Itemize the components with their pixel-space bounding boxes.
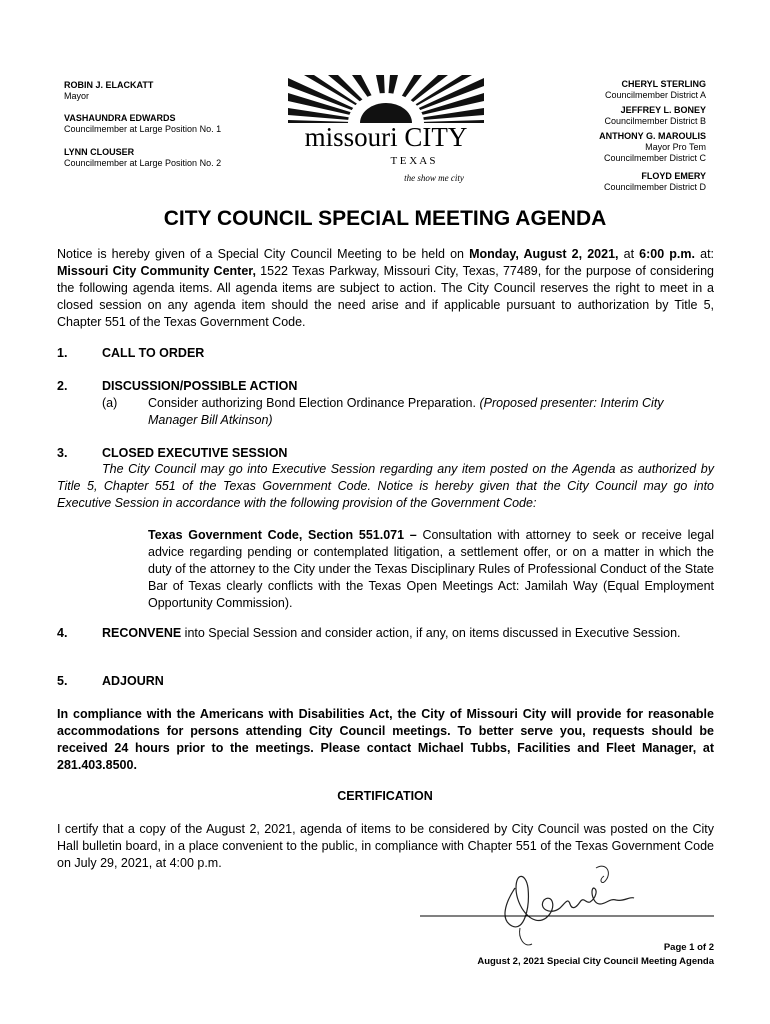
sub-item-text: Consider authorizing Bond Election Ordinance Preparation. (Proposed presenter: Interim City Manager Bill Atkinson) (148, 396, 664, 427)
item-heading: ADJOURN (102, 674, 164, 688)
member-role: Councilmember District B (604, 116, 706, 126)
mayor-block (64, 80, 284, 102)
member-name: FLOYD EMERY (641, 171, 706, 181)
footer-title: August 2, 2021 Special City Council Meeting Agenda (477, 956, 714, 967)
member-role: Councilmember at Large Position No. 1 (64, 124, 222, 134)
member-role: Councilmember District C (603, 153, 706, 163)
member-role: Councilmember District A (604, 90, 706, 100)
member-name: ANTHONY G. MAROULIS (599, 131, 706, 141)
executive-session-notice: The City Council may go into Executive Session regarding any item posted on the Agenda as authorized by Title 5, Chapter 551 of the Texas Government Code. Notice is hereby given that the City Council may go into Executive Session in accordance with the following provision of the Government Code: (57, 462, 714, 510)
notice-paragraph: Notice is hereby given of a Special City Council Meeting to be held on Monday, August 2, 2021, at 6:00 p.m. at: Missouri City Community Center, 1522 Texas Parkway, Missouri City, Texas, 77489, for the purpose of considering the following agenda items. All agenda items are subject to action. The City Council reserves the right to meet in a closed session on any agenda item should the need arise and if applicable pursuant to authorization by Title 5, Chapter 551 of the Texas Government Code. (57, 247, 715, 329)
page-number: Page 1 of 2 (663, 942, 714, 953)
certification-heading: CERTIFICATION (337, 789, 433, 803)
item-heading: CALL TO ORDER (102, 346, 205, 360)
member-role: Councilmember District D (603, 182, 706, 192)
councilmember-block (486, 131, 706, 164)
member-name: JEFFREY L. BONEY (620, 105, 706, 115)
item-number: 1. (57, 346, 68, 360)
item-number: 2. (57, 379, 68, 393)
member-role: Mayor (64, 91, 90, 101)
member-name: ROBIN J. ELACKATT (64, 80, 154, 90)
item-number: 5. (57, 674, 68, 688)
member-name: LYNN CLOUSER (64, 147, 135, 157)
logo-tagline: the show me city (404, 173, 464, 183)
member-name: VASHAUNDRA EDWARDS (64, 113, 176, 123)
item-heading: DISCUSSION/POSSIBLE ACTION (102, 379, 298, 393)
councilmember-block (486, 171, 706, 193)
member-name: CHERYL STERLING (621, 79, 706, 89)
signature (420, 858, 714, 950)
item-heading: CLOSED EXECUTIVE SESSION (102, 446, 288, 460)
page-title: CITY COUNCIL SPECIAL MEETING AGENDA (163, 207, 607, 230)
logo-wordmark: missouri CITY (304, 122, 468, 152)
councilmember-block (64, 147, 284, 169)
item-number: 3. (57, 446, 68, 460)
government-code-provision: Texas Government Code, Section 551.071 – Consultation with attorney to seek or receive legal advice regarding pending or contemplated litigation, a settlement offer, or on a matter in which the duty of the attorney to the City under the Texas Disciplinary Rules of Professional Conduct of the State Bar of Texas clearly conflicts with the Texas Open Meetings Act: Jamilah Way (Equal Employment Opportunity Commission). (148, 528, 714, 610)
missouri-city-logo (286, 73, 486, 188)
sunburst-icon (286, 73, 486, 188)
reconvene-item: 4. RECONVENE into Special Session and consider action, if any, on items discussed in Executive Session. (57, 626, 681, 640)
councilmember-block (486, 105, 706, 127)
page-footer (477, 941, 714, 969)
logo-state: T E X A S (390, 155, 436, 167)
sub-item-label: (a) (102, 396, 118, 410)
councilmember-block (486, 79, 706, 101)
member-role: Mayor Pro Tem (645, 142, 706, 152)
councilmember-block (64, 113, 284, 135)
member-role: Councilmember at Large Position No. 2 (64, 158, 222, 168)
certification-text: I certify that a copy of the August 2, 2021, agenda of items to be considered by City Council was posted on the City Hall bulletin board, in a place convenient to the public, in compliance with Chapter 551 of the Texas Government Code on July 29, 2021, at 4:00 p.m. (57, 822, 714, 870)
ada-notice: In compliance with the Americans with Disabilities Act, the City of Missouri City will provide for reasonable accommodations for persons attending City Council meetings. To better serve you, requests should be received 24 hours prior to the meetings. Please contact Michael Tubbs, Facilities and Fleet Manager, at 281.403.8500. (57, 707, 714, 772)
